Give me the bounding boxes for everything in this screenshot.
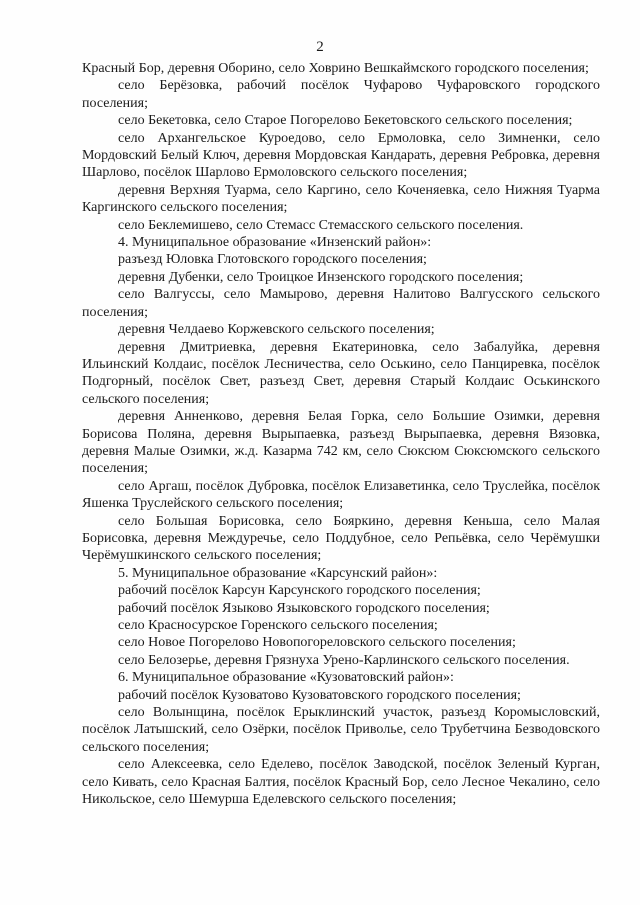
paragraph: деревня Дубенки, село Троицкое Инзенского городского поселения;	[118, 269, 524, 285]
paragraph: село Архангельское Куроедово, село Ермоловка, село Зимненки, село Мордовский Белый Ключ, деревня Мордовская Кандарать, деревня Ребровка, деревня Шарлово, посёлок Шарлово Ермоловского сельского поселения;	[82, 130, 600, 181]
page-number: 2	[316, 39, 324, 55]
paragraph: 6. Муниципальное образование «Кузоватовский район»:	[118, 670, 454, 686]
paragraph: разъезд Юловка Глотовского городского поселения;	[118, 252, 427, 268]
paragraph: село Новое Погорелово Новопогореловского сельского поселения;	[118, 635, 516, 651]
paragraph: Красный Бор, деревня Оборино, село Ховрино Вешкаймского городского поселения;	[82, 61, 589, 76]
paragraph: село Волынщина, посёлок Ерыклинский участок, разъезд Коромысловский, посёлок Латышский, село Озёрки, посёлок Приволье, село Трубетчина Безводовского сельского поселения;	[82, 705, 600, 755]
paragraph: село Бекетовка, село Старое Погорелово Бекетовского сельского поселения;	[118, 113, 573, 129]
paragraph: деревня Верхняя Туарма, село Каргино, село Коченяевка, село Нижняя Туарма Каргинского сельского поселения;	[82, 182, 600, 216]
paragraph: рабочий посёлок Карсун Карсунского городского поселения;	[118, 583, 481, 599]
paragraph: рабочий посёлок Языково Языковского городского поселения;	[118, 600, 490, 616]
paragraph: село Алексеевка, село Еделево, посёлок Заводской, посёлок Зеленый Курган, село Кивать, село Красная Балтия, посёлок Красный Бор, село Лесное Чекалино, село Никольское, село Шемурша Еделевского сельского поселения;	[82, 757, 600, 808]
paragraph: село Аргаш, посёлок Дубровка, посёлок Елизаветинка, село Труслейка, посёлок Яшенка Труслейского сельского поселения;	[82, 478, 600, 512]
paragraph: село Валгуссы, село Мамырово, деревня Налитово Валгусского сельского поселения;	[82, 287, 600, 320]
paragraph: село Белозерье, деревня Грязнуха Урено-Карлинского сельского поселения.	[118, 652, 570, 668]
paragraph: село Беклемишево, село Стемасс Стемасского сельского поселения.	[118, 217, 524, 233]
paragraph: деревня Анненково, деревня Белая Горка, село Большие Озимки, деревня Борисова Поляна, деревня Вырыпаевка, разъезд Вырыпаевка, деревня Вязовка, деревня Малые Озимки, ж.д. Казарма 742 км, село Сюксюм Сюксюмского сельского поселения;	[82, 409, 600, 477]
paragraph: 4. Муниципальное образование «Инзенский район»:	[118, 235, 432, 251]
paragraph: деревня Дмитриевка, деревня Екатериновка, село Забалуйка, деревня Ильинский Колдаис, посёлок Лесничества, село Оськино, село Панциревка, посёлок Подгорный, посёлок Свет, разъезд Свет, деревня Старый Колдаис Оськинского сельского поселения;	[82, 339, 600, 407]
paragraph: село Берёзовка, рабочий посёлок Чуфарово Чуфаровского городского поселения;	[82, 78, 600, 111]
document-body	[82, 60, 600, 808]
paragraph: рабочий посёлок Кузоватово Кузоватовского городского поселения;	[118, 687, 521, 703]
paragraph: село Большая Борисовка, село Бояркино, деревня Кеньша, село Малая Борисовка, деревня Междуречье, село Поддубное, село Репьёвка, село Черёмушки Черёмушкинского сельского поселения;	[82, 513, 600, 564]
paragraph: деревня Челдаево Коржевского сельского поселения;	[118, 322, 435, 338]
paragraph: село Красносурское Горенского сельского поселения;	[118, 618, 438, 633]
paragraph: 5. Муниципальное образование «Карсунский район»:	[118, 565, 438, 581]
